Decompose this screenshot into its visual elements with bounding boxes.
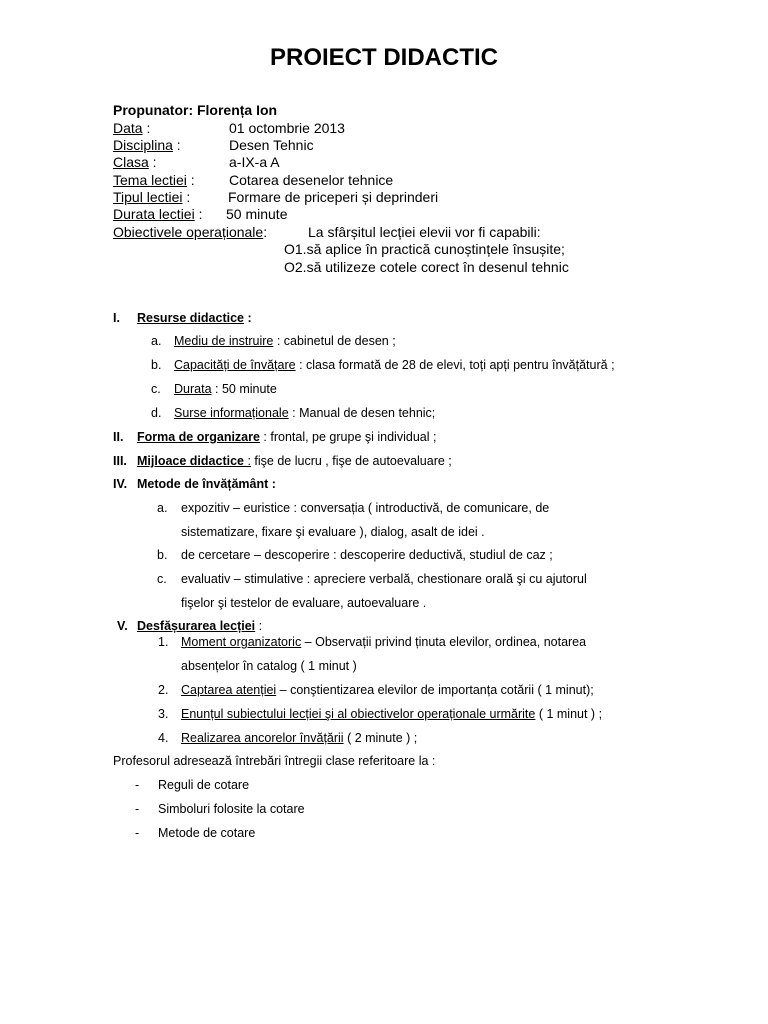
disciplina-colon: : [172,137,181,153]
s1-d-item [174,406,435,420]
section-5-colon: : [255,619,263,633]
obiective-label: Obiectivele operaționale [113,224,264,240]
section-5-line [137,619,262,633]
s5-3-label: Enunțul subiectului lecției şi al obiectivelor operaționale urmărite [181,707,536,721]
section-4-number: IV. [113,477,128,491]
document-title: PROIECT DIDACTIC [270,44,498,71]
s4-a-marker: a. [157,501,168,515]
section-5-title: Desfășurarea lecției [137,619,256,633]
section-1-number: I. [113,311,120,325]
durata-label: Durata lectiei [113,206,195,222]
propunator-line: Propunator: Florența Ion [113,102,278,118]
s5-3-marker: 3. [158,707,169,721]
s5-3-text: ( 1 minut ) ; [535,707,603,721]
tema-value: Cotarea desenelor tehnice [229,172,394,188]
s4-c-line1: evaluativ – stimulative : apreciere verbală, chestionare orală şi cu ajutorul [181,572,587,586]
s4-a-line2: sistematizare, fixare şi evaluare ), dialog, asalt de idei . [181,525,485,539]
section-1-title: Resurse didactice [137,311,244,325]
data-colon: : [142,120,151,136]
s5-4-label: Realizarea ancorelor învățării [181,731,344,745]
section-3-text: fişe de lucru , fişe de autoevaluare ; [250,454,452,468]
s1-b-text: : clasa formată de 28 de elevi, toți apți pentru învățătură ; [295,358,615,372]
s4-a-line1: expozitiv – euristice : conversația ( introductivă, de comunicare, de [181,501,550,515]
s4-c-marker: c. [157,572,167,586]
disciplina-label-line [113,137,181,153]
s1-a-label: Mediu de instruire [174,334,274,348]
obiective-intro: La sfârșitul lecției elevii vor fi capabili: [308,224,541,240]
section-3-number: III. [113,454,127,468]
section-3-title: Mijloace didactice [137,454,248,468]
s5-1-text: – Observații privind ținuta elevilor, ordinea, notarea [301,635,587,649]
data-label: Data [113,120,143,136]
durata-colon: : [194,206,203,222]
s5-4-marker: 4. [158,731,169,745]
s5-1-marker: 1. [158,635,169,649]
tipul-label-line [113,189,190,205]
clasa-value: a-IX-a A [229,154,280,170]
obiective-colon: : [263,224,268,240]
s1-d-label: Surse informaționale [174,406,289,420]
closing-item-1: Reguli de cotare [158,778,250,792]
section-2-line [137,430,436,444]
s5-1-line2: absențelor în catalog ( 1 minut ) [181,659,357,673]
section-3-colon: : [247,454,251,468]
data-value: 01 octombrie 2013 [229,120,345,136]
section-1-colon: : [244,311,252,325]
closing-intro: Profesorul adresează întrebări întregii clase referitoare la : [113,754,436,768]
section-4-title: Metode de învățământ : [137,477,276,491]
closing-item-3: Metode de cotare [158,826,256,840]
s4-b-marker: b. [157,548,168,562]
s1-b-item [174,358,615,372]
tema-label-line [113,172,195,188]
s5-4-item [181,731,417,745]
section-2-number: II. [113,430,124,444]
durata-label-line [113,206,202,222]
tipul-label: Tipul lectiei [113,189,183,205]
closing-item-2-marker: - [135,802,140,816]
s1-d-text: : Manual de desen tehnic; [288,406,436,420]
s5-2-label: Captarea atenției [181,683,277,697]
clasa-label: Clasa [113,154,149,170]
s5-1-label: Moment organizatoric [181,635,302,649]
s1-c-marker: c. [151,382,161,396]
s1-c-label: Durata [174,382,212,396]
objective-o1: O1.să aplice în practică cunoștințele însușite; [284,241,565,257]
closing-item-3-marker: - [135,826,140,840]
tema-label: Tema lectiei [113,172,187,188]
s1-b-label: Capacități de învățare [174,358,296,372]
durata-value: 50 minute [226,206,288,222]
s4-c-line2: fişelor şi testelor de evaluare, autoevaluare . [181,596,427,610]
s5-3-item [181,707,602,721]
s1-a-item [174,334,396,348]
disciplina-value: Desen Tehnic [229,137,314,153]
section-1-heading [137,311,252,325]
section-2-text: : frontal, pe grupe şi individual ; [259,430,437,444]
obiective-label-line [113,224,267,240]
data-label-line [113,120,150,136]
objective-o2: O2.să utilizeze cotele corect în desenul tehnic [284,259,569,275]
section-5-number: V. [117,619,128,633]
tema-colon: : [186,172,195,188]
s1-c-item [174,382,277,396]
s5-1-item [181,635,586,649]
s4-b-text: de cercetare – descoperire : descoperire deductivă, studiul de caz ; [181,548,553,562]
tipul-value: Formare de priceperi și deprinderi [228,189,439,205]
section-3-line [137,454,452,468]
clasa-colon: : [148,154,157,170]
s5-2-text: – conştientizarea elevilor de importanța cotării ( 1 minut); [276,683,594,697]
section-2-title: Forma de organizare [137,430,260,444]
s5-4-text: ( 2 minute ) ; [343,731,418,745]
disciplina-label: Disciplina [113,137,173,153]
s1-d-marker: d. [151,406,162,420]
s1-b-marker: b. [151,358,162,372]
clasa-label-line [113,154,157,170]
s1-a-text: : cabinetul de desen ; [273,334,396,348]
closing-item-2: Simboluri folosite la cotare [158,802,305,816]
s1-c-text: : 50 minute [211,382,277,396]
closing-item-1-marker: - [135,778,140,792]
s1-a-marker: a. [151,334,162,348]
s5-2-item [181,683,594,697]
s5-2-marker: 2. [158,683,169,697]
tipul-colon: : [182,189,191,205]
